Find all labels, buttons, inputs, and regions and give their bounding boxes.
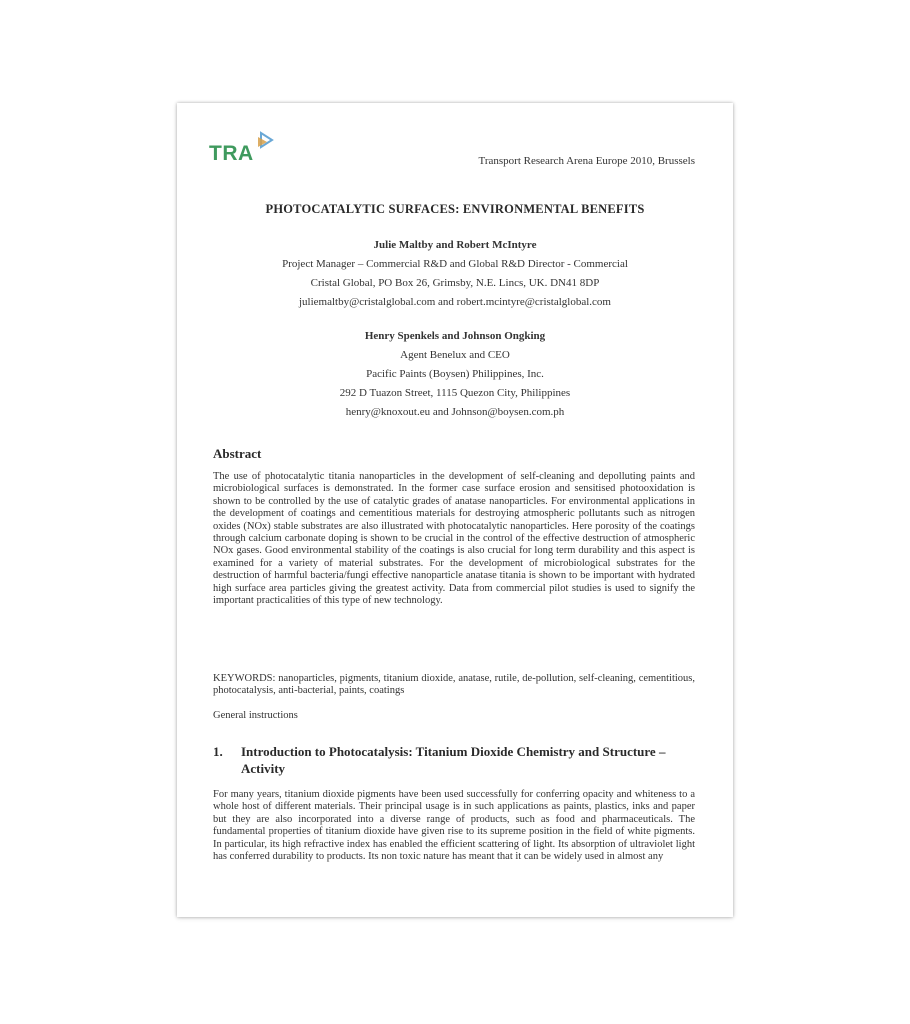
author-block-1 (177, 236, 733, 312)
document-page (177, 103, 733, 917)
author-role: Project Manager – Commercial R&D and Global R&D Director - Commercial (282, 258, 628, 270)
author-role: Agent Benelux and CEO (400, 349, 510, 361)
keywords: KEYWORDS: nanoparticles, pigments, titanium dioxide, anatase, rutile, de-pollution, self-cleaning, cementitious, photocatalysis, anti-bacterial, paints, coatings (213, 673, 695, 697)
author-address: 292 D Tuazon Street, 1115 Quezon City, Philippines (339, 387, 571, 399)
author-email: juliemaltby@cristalglobal.com and robert.mcintyre@cristalglobal.com (299, 296, 611, 308)
section-text: For many years, titanium dioxide pigments have been used successfully for conferring opacity and whiteness to a whole host of different materials. Their principal usage is in such applications as paints, plastics, inks and paper but they are also incorporated into a diverse range of products, such as food and pharmaceuticals. The fundamental properties of titanium dioxide have given rise to its supreme position in the field of white pigments. In particular, its high refractive index has enabled the efficient scattering of light. Its absorption of ultraviolet light has conferred durability to products. Its non toxic nature has meant that it can be widely used in almost any (213, 789, 695, 863)
tra-logo (209, 131, 279, 167)
play-arrow-icon (255, 131, 275, 151)
general-instructions: General instructions (213, 710, 298, 721)
abstract-text: The use of photocatalytic titania nanoparticles in the development of self-cleaning and depolluting paints and microbiological surfaces is demonstrated. In the former case surface erosion and sensitised photooxidation is shown to be controlled by the use of catalytic grades of anatase nanoparticles. For environmental applications in the development of coatings and cementitious materials for destroying atmospheric pollutants such as nitrogen oxides (NOx) stable substrates are also illustrated with photocatalytic nanoparticles. Here porosity of the coatings through calcium carbonate doping is shown to be crucial in the control of the effective destruction of atmospheric NOx gases. Good environmental stability of the coatings is also crucial for long term durability and this aspect is examined for a variety of material substrates. For the development of microbiological substrates for the destruction of harmful bacteria/fungi effective nanoparticle anatase titania is shown to be important with hydrated high surface area particles giving the greatest activity. Data from commercial pilot studies is used to signify the important practicalities of this type of new technology. (213, 471, 695, 607)
section-heading (213, 743, 693, 777)
author-company: Pacific Paints (Boysen) Philippines, Inc. (366, 368, 544, 380)
author-address: Cristal Global, PO Box 26, Grimsby, N.E. Lincs, UK. DN41 8DP (310, 277, 600, 289)
author-email: henry@knoxout.eu and Johnson@boysen.com.ph (345, 406, 565, 418)
conference-header: Transport Research Arena Europe 2010, Brussels (478, 155, 695, 167)
paper-title: PHOTOCATALYTIC SURFACES: ENVIRONMENTAL BENEFITS (265, 202, 645, 216)
logo-text: TRA (209, 142, 254, 165)
author-names: Henry Spenkels and Johnson Ongking (364, 330, 546, 342)
author-block-2 (177, 327, 733, 422)
section-title: Introduction to Photocatalysis: Titanium Dioxide Chemistry and Structure – Activity (241, 744, 666, 776)
author-names: Julie Maltby and Robert McIntyre (373, 239, 537, 251)
abstract-heading: Abstract (213, 446, 262, 461)
section-number: 1. (213, 744, 223, 759)
